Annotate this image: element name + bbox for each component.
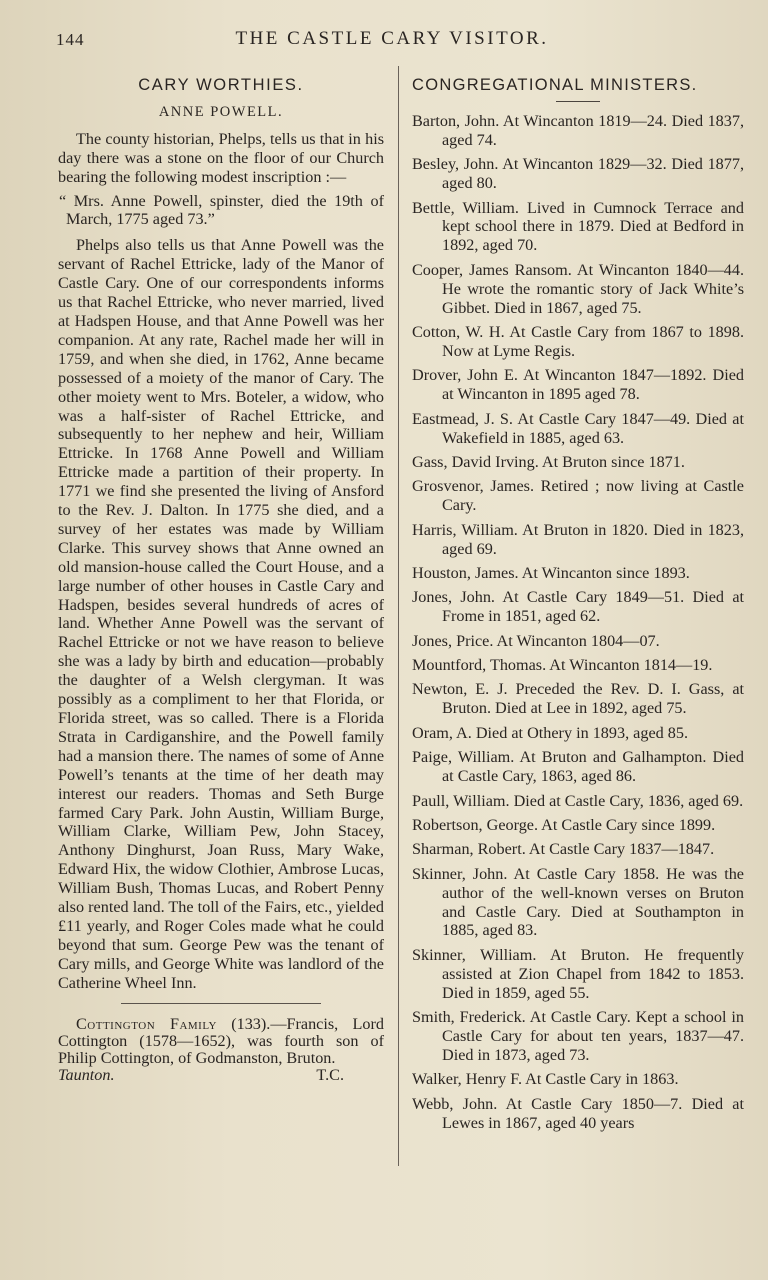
list-item: Oram, A. Died at Othery in 1893, aged 85. (412, 723, 689, 742)
ministers-list (412, 112, 744, 1133)
article-paragraph-2: Phelps also tells us that Anne Powell was the servant of Rachel Ettricke, lady of the Manor of Castle Cary. One of our correspondents informs us that Rachel Ettricke, who never married, lived at Hadspen House, and that Anne Powell was her companion. At any rate, Rachel made her will in 1759, and when she died, in 1762, Anne became possessed of a moiety of the manor of Cary. The other moiety went to Mrs. Boteler, a widow, who was a half-sister of Rachel Ettricke, and subsequently to her nephew and heir, William Ettricke. In 1768 Anne Powell and William Ettricke made a partition of their property. In 1771 we find she presented the living of Ansford to the Rev. J. Dalton. In 1775 she died, and a survey of her estates was made by William Clarke. This survey shows that Anne owned an old mansion-house called the Court House, and a large number of other houses in Castle Cary and Hadspen, besides several hundreds of acres of land. Whether Anne Powell was the servant of Rachel Ettricke or not we have reason to believe she was a lady by birth and education—probably the daughter of a Welsh clergyman. It was possibly as a compliment to her that Florida, or Florida street, was so called. There is a Florida Strata in Cardiganshire, and the Powell family had a mansion there. The names of some of Anne Powell’s tenants at the time of her death may interest our readers. Thomas and Seth Burge farmed Cary Park. John Austin, William Burge, William Clarke, William Pew, John Stacey, Anthony Dinghurst, Joan Russ, Mary Wake, Edward Hix, the widow Clothier, Ambrose Lucas, William Bush, Thomas Lucas, and Robert Penny also rented land. The toll of the Fairs, etc., yielded £11 yearly, and Roger Coles made what he could beyond that sum. George Pew was the tenant of Cary mills, and George White was landlord of the Catherine Wheel Inn. (58, 236, 384, 992)
list-item: Grosvenor, James. Retired ; now living at Castle Cary. (412, 477, 744, 515)
list-item: Barton, John. At Wincanton 1819—24. Died 1837, aged 74. (412, 111, 744, 149)
list-item: Cooper, James Ransom. At Wincanton 1840—44. He wrote the romantic story of Jack White’s Gibbet. Died in 1867, aged 75. (412, 260, 744, 317)
title-rule (556, 101, 600, 102)
list-item: Smith, Frederick. At Castle Cary. Kept a school in Castle Cary for about ten years, 1837—47. Died in 1873, aged 73. (412, 1008, 744, 1064)
list-item: Drover, John E. At Wincanton 1847—1892. Died at Wincanton in 1895 aged 78. (412, 366, 744, 404)
list-item: Cotton, W. H. At Castle Cary from 1867 to 1898. Now at Lyme Regis. (412, 322, 744, 360)
list-item: Bettle, William. Lived in Cumnock Terrace and kept school there in 1879. Died at Bedford in 1892, aged 70. (412, 198, 744, 255)
list-item: Jones, John. At Castle Cary 1849—51. Died at Frome in 1851, aged 62. (412, 588, 744, 626)
journal-title: THE CASTLE CARY VISITOR. (235, 28, 549, 49)
list-item: Paige, William. At Bruton and Galhampton. Died at Castle Cary, 1863, aged 86. (412, 748, 744, 786)
note-body: (133).—Francis, Lord Cottington (1578—1652), was fourth son of Philip Cottington, of Godmanston, Bruton. (58, 1014, 384, 1067)
note-heading: Cottington Family (76, 1014, 217, 1033)
list-item: Gass, David Irving. At Bruton since 1871. (412, 452, 685, 471)
note-initials: T.C. (316, 1065, 344, 1084)
column-divider (398, 66, 399, 1166)
list-item: Mountford, Thomas. At Wincanton 1814—19. (412, 656, 713, 675)
right-column (412, 76, 744, 1138)
list-item: Jones, Price. At Wincanton 1804—07. (412, 631, 660, 650)
list-item: Robertson, George. At Castle Cary since 1899. (412, 815, 716, 834)
running-head (56, 28, 728, 56)
page-number: 144 (56, 30, 85, 49)
section-title-cary-worthies: CARY WORTHIES. (138, 76, 304, 94)
article-subtitle: ANNE POWELL. (158, 103, 284, 120)
section-rule (121, 1003, 321, 1004)
list-item: Eastmead, J. S. At Castle Cary 1847—49. Died at Wakefield in 1885, aged 63. (412, 409, 744, 447)
list-item: Skinner, William. At Bruton. He frequently assisted at Zion Chapel from 1842 to 1853. Died in 1859, aged 55. (412, 945, 744, 1002)
list-item: Harris, William. At Bruton in 1820. Died in 1823, aged 69. (412, 520, 744, 558)
list-item: Sharman, Robert. At Castle Cary 1837—1847. (412, 840, 715, 859)
list-item: Webb, John. At Castle Cary 1850—7. Died at Lewes in 1867, aged 40 years (412, 1094, 744, 1132)
section-title-ministers: CONGREGATIONAL MINISTERS. (412, 76, 698, 94)
inscription-quote: “ Mrs. Anne Powell, spinster, died the 19th of March, 1775 aged 73.” (59, 191, 384, 229)
article-paragraph-1: The county historian, Phelps, tells us that in his day there was a stone on the floor of our Church bearing the following modest inscription :— (58, 129, 384, 186)
list-item: Besley, John. At Wincanton 1829—32. Died 1877, aged 80. (412, 155, 744, 193)
list-item: Paull, William. Died at Castle Cary, 1836, aged 69. (412, 791, 744, 810)
list-item: Skinner, John. At Castle Cary 1858. He was the author of the well-known verses on Bruton and Castle Cary. Died at Southampton in 1885, aged 83. (412, 864, 744, 940)
list-item: Walker, Henry F. At Castle Cary in 1863. (412, 1070, 679, 1089)
list-item: Newton, E. J. Preceded the Rev. D. I. Gass, at Bruton. Died at Lee in 1892, aged 75. (412, 680, 744, 718)
note-signature (58, 1067, 384, 1084)
cottington-note (58, 1016, 384, 1067)
list-item: Houston, James. At Wincanton since 1893. (412, 563, 690, 582)
note-place: Taunton. (58, 1065, 115, 1084)
left-column (58, 76, 384, 1084)
